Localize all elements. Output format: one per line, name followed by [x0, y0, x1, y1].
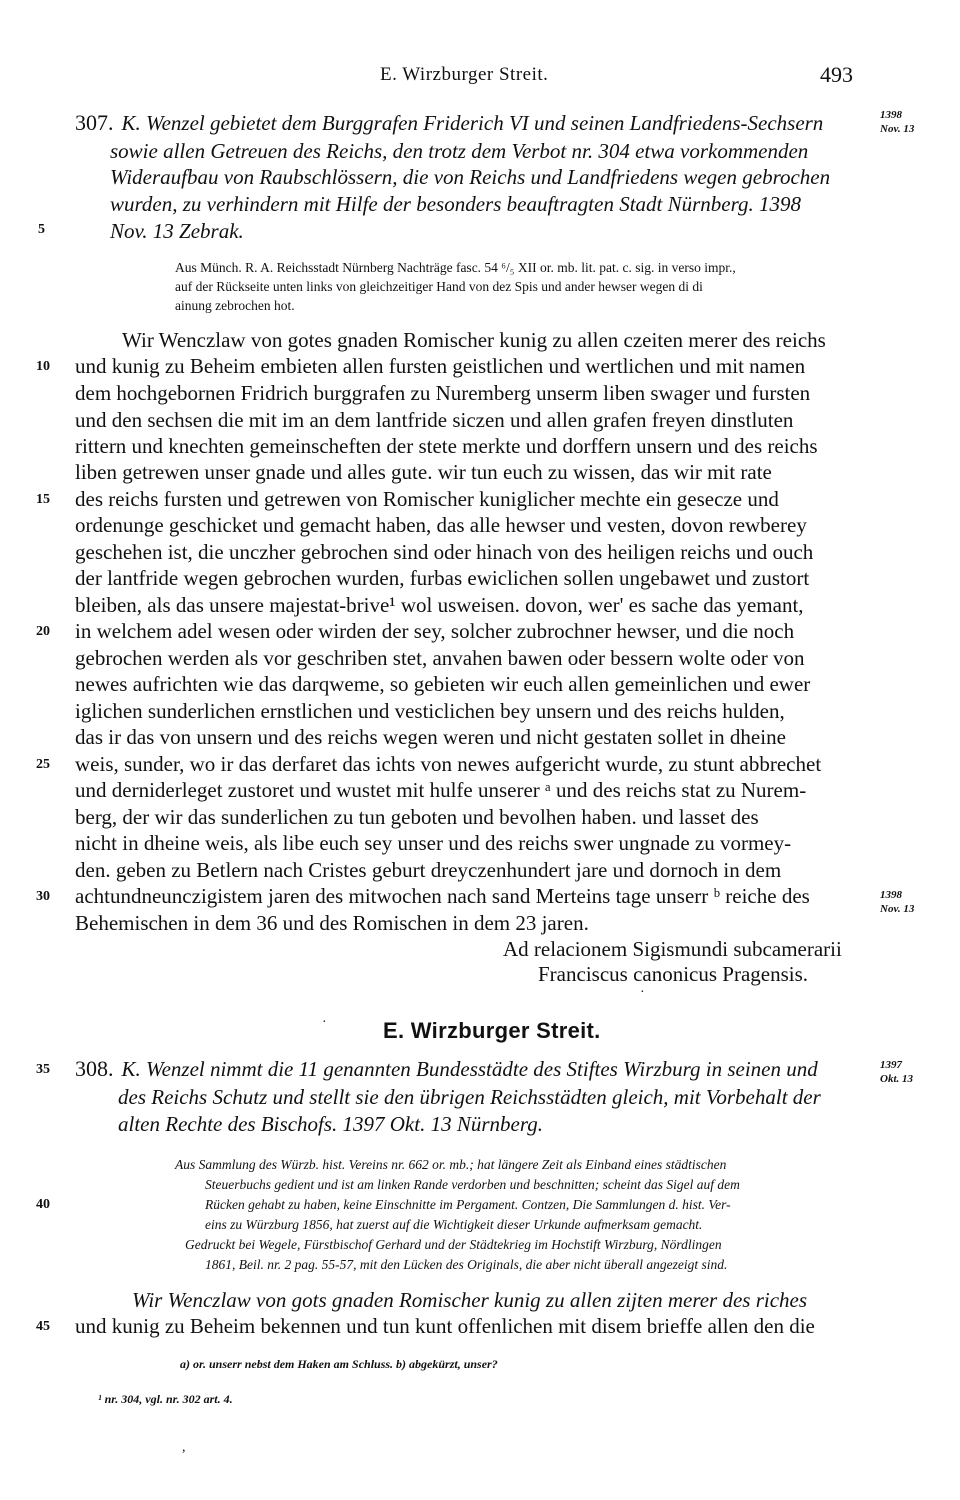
entry-number: 308. — [75, 1056, 114, 1081]
side-date: 1398 Nov. 13 — [880, 889, 915, 915]
text-line: bleiben, als das unsere majestat-brive¹ wol usweisen. dovon, wer' es sache das yemant, — [75, 593, 804, 617]
text-line: nicht in dheine weis, als libe euch sey unser und des reichs swer ungnade zu vormey- — [75, 831, 792, 855]
summary-line: 308. K. Wenzel nimmt die 11 genannten Bundesstädte des Stiftes Wirzburg in seinen und — [75, 1056, 818, 1081]
summary-line: Wideraufbau von Raubschlössern, die von Reichs und Landfriedens wegen gebrochen — [110, 165, 831, 189]
signature-line: Ad relacionem Sigismundi subcamerarii — [503, 937, 842, 961]
text-line: Wir Wenczlaw von gotes gnaden Romischer kunig zu allen czeiten merer des reichs — [122, 328, 826, 352]
summary-line: sowie allen Getreuen des Reichs, den trotz dem Verbot nr. 304 etwa vorkommenden — [110, 139, 809, 163]
text-line: ordenunge geschicket und gemacht haben, das alle hewser und vesten, dovon rewberey — [75, 513, 807, 537]
running-title: E. Wirzburger Streit. — [380, 64, 549, 85]
speck-mark: , — [182, 1440, 186, 1455]
text-line: und derniderleget zustoret und wustet mit hulfe unserer ᵃ und des reichs stat zu Nurem- — [75, 778, 807, 802]
summary-line: wurden, zu verhindern mit Hilfe der besonders beauftragten Stadt Nürnberg. 1398 — [110, 192, 802, 216]
source-line: Aus Sammlung des Würzb. hist. Vereins nr. 662 or. mb.; hat längere Zeit als Einband eines städtischen — [175, 1157, 727, 1172]
source-line: ainung zebrochen hot. — [175, 298, 295, 313]
text-line: gebrochen werden als vor geschriben stet, anvahen bawen oder bessern wolte oder von — [75, 646, 805, 670]
page-number: 493 — [820, 62, 853, 87]
footnote-variants: a) or. unserr nebst dem Haken am Schluss. b) abgekürzt, unser? — [180, 1357, 498, 1371]
text-line: und kunig zu Beheim embieten allen fursten geistlichen und wertlichen und mit namen — [75, 354, 806, 378]
side-date: 1398 Nov. 13 — [880, 109, 915, 135]
source-line: Gedruckt bei Wegele, Fürstbischof Gerhard und der Städtekrieg im Hochstift Wirzburg, Nördlingen — [185, 1237, 722, 1252]
text-line: geschehen ist, die unczher gebrochen sind oder hinach von des heiligen reichs und ouch — [75, 540, 814, 564]
line-number: 15 — [36, 492, 50, 507]
text-line: des reichs fursten und getrewen von Romischer kuniglicher mechte ein gesecze und — [75, 487, 779, 511]
page-header — [0, 64, 960, 94]
text-line: iglichen sunderlichen ernstlichen und vesticlichen bey unsern und des reichs hulden, — [75, 699, 785, 723]
side-date: 1397 Okt. 13 — [880, 1059, 913, 1085]
line-number: 35 — [36, 1062, 50, 1077]
text-line: weis, sunder, wo ir das derfaret das ichts von newes aufgericht wurde, zu stunt abbrechet — [75, 752, 822, 776]
speck-mark: · — [640, 985, 645, 1000]
summary-line: alten Rechte des Bischofs. 1397 Okt. 13 Nürnberg. — [118, 1112, 543, 1136]
source-line: eins zu Würzburg 1856, hat zuerst auf die Wichtigkeit dieser Urkunde aufmerksam gemacht. — [205, 1217, 703, 1232]
source-line: Aus Münch. R. A. Reichsstadt Nürnberg Nachträge fasc. 54 ⁶/₅ XII or. mb. lit. pat. c. sig. in verso impr., — [175, 260, 736, 275]
text-line: und kunig zu Beheim bekennen und tun kunt offenlichen mit disem brieffe allen den die — [75, 1314, 815, 1338]
line-number: 30 — [36, 889, 50, 904]
line-number: 25 — [36, 757, 50, 772]
text-line: den. geben zu Betlern nach Cristes geburt dreyczenhundert jare und dornoch in dem — [75, 858, 782, 882]
text-line: achtundneunczigistem jaren des mitwochen nach sand Merteins tage unserr ᵇ reiche des — [75, 884, 810, 908]
entry-number: 307. — [75, 110, 114, 135]
line-number: 10 — [36, 359, 50, 374]
text-line: das ir das von unsern und des reichs wegen weren und nicht gestaten sollet in dheine — [75, 725, 786, 749]
text-line: in welchem adel wesen oder wirden der sey, solcher zubrochner hewser, und die noch — [75, 619, 795, 643]
source-line: Rücken gehabt zu haben, keine Einschnitte im Pergament. Contzen, Die Sammlungen d. hist. Ver- — [205, 1197, 731, 1212]
text-line: liben getrewen unser gnade und alles gute. wir tun euch zu wissen, das wir mit rate — [75, 460, 772, 484]
speck-mark: · — [322, 1015, 327, 1030]
summary-line: des Reichs Schutz und stellt sie den übrigen Reichsstädten gleich, mit Vorbehalt der — [118, 1085, 821, 1109]
text-line: Behemischen in dem 36 und des Romischen in dem 23 jaren. — [75, 911, 589, 935]
line-number: 5 — [38, 222, 45, 237]
text-line: und den sechsen die mit im an dem lantfride siczen und allen grafen freyen dinstluten — [75, 408, 794, 432]
text-line: berg, der wir das sunderlichen zu tun geboten und bevolhen haben. und lasset des — [75, 805, 759, 829]
footnote-1: ¹ nr. 304, vgl. nr. 302 art. 4. — [98, 1392, 233, 1406]
text-line: rittern und knechten gemeinscheften der stete merkte und dorffern unsern und des reichs — [75, 434, 818, 458]
summary-line: Nov. 13 Zebrak. — [110, 219, 244, 243]
signature-line: Franciscus canonicus Pragensis. — [538, 962, 809, 986]
source-line: 1861, Beil. nr. 2 pag. 55-57, mit den Lücken des Originals, die aber nicht überall angezeigt sind. — [205, 1257, 728, 1272]
source-line: Steuerbuchs gedient und ist am linken Rande verdorben und beschnitten; scheint das Sigel auf dem — [205, 1177, 740, 1192]
section-heading: E. Wirzburger Streit. — [383, 1018, 601, 1043]
source-line: auf der Rückseite unten links von gleichzeitiger Hand von dez Spis und ander hewser wegen di di — [175, 279, 703, 294]
line-number: 45 — [36, 1319, 50, 1334]
text-line: der lantfride wegen gebrochen wurden, furbas ewiclichen sollen ungebawet und zustort — [75, 566, 810, 590]
text-line: Wir Wenczlaw von gots gnaden Romischer kunig zu allen zijten merer des riches — [132, 1288, 808, 1312]
summary-line: 307. K. Wenzel gebietet dem Burggrafen Friderich VI und seinen Landfriedens-Sechsern — [75, 110, 824, 135]
text-line: dem hochgebornen Fridrich burggrafen zu Nuremberg unserm liben swager und fursten — [75, 381, 811, 405]
text-line: newes aufrichten wie das darqweme, so gebieten wir euch allen gemeinlichen und ewer — [75, 672, 811, 696]
line-number: 20 — [36, 624, 50, 639]
line-number: 40 — [36, 1197, 50, 1212]
